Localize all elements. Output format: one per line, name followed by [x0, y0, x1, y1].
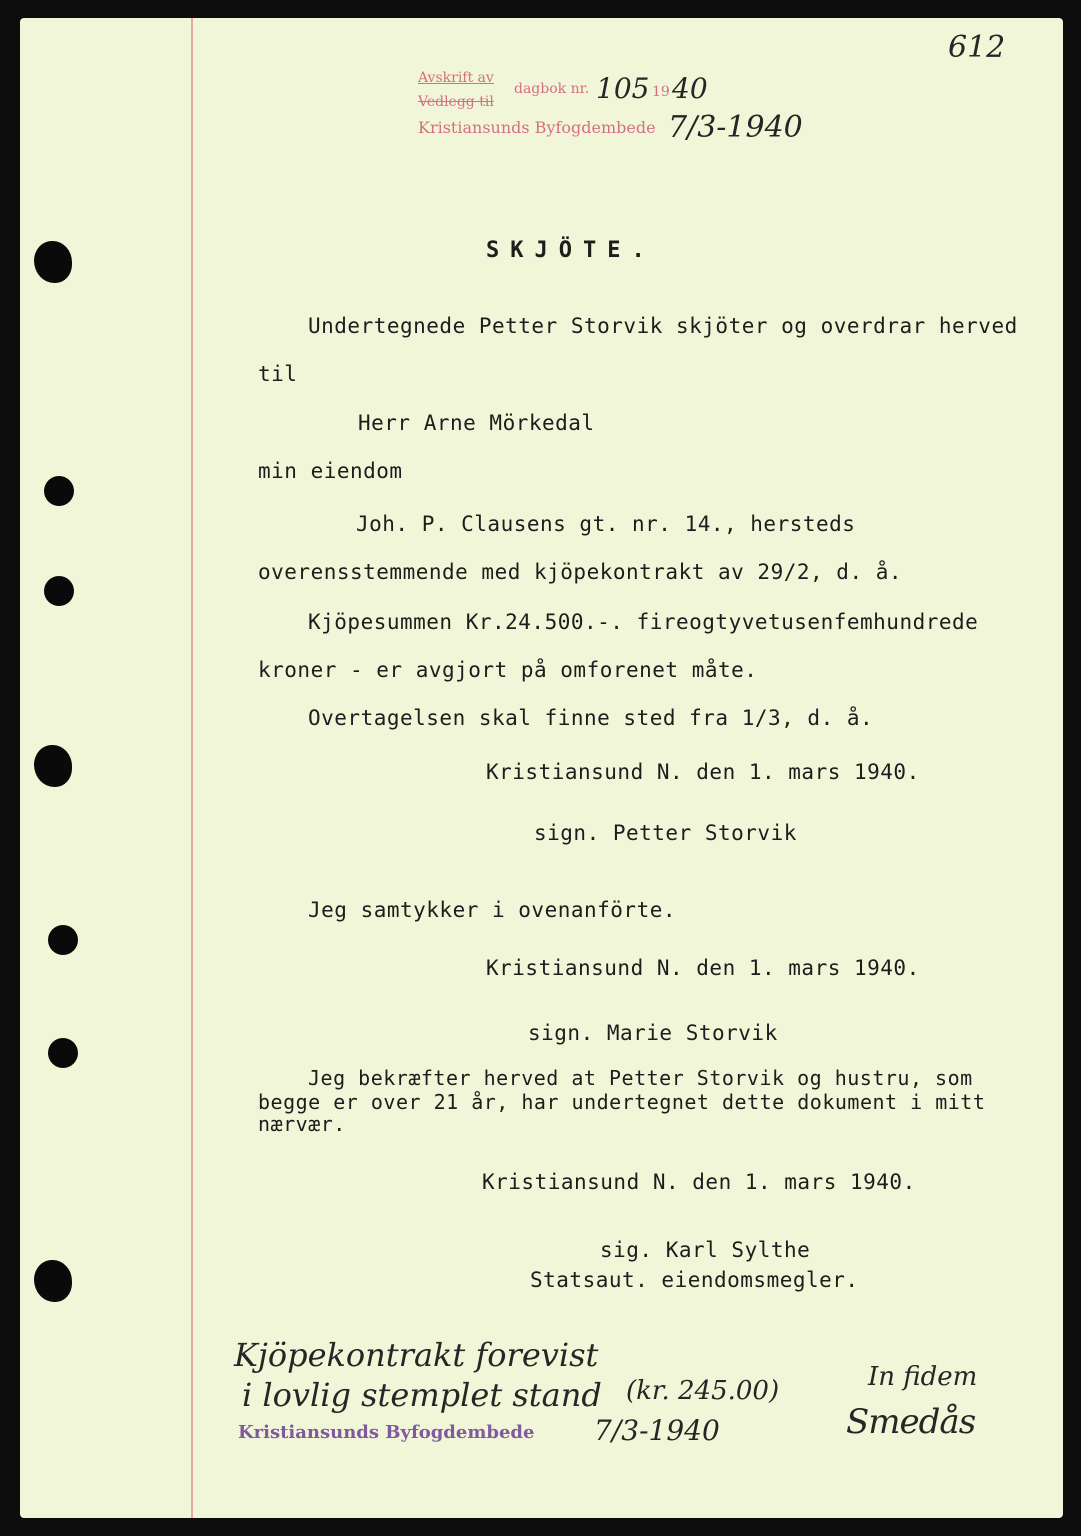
place-date: Kristiansund N. den 1. mars 1940. — [482, 1170, 916, 1194]
place-date: Kristiansund N. den 1. mars 1940. — [486, 760, 920, 784]
signature-line: sig. Karl Sylthe — [600, 1238, 811, 1262]
body-line: Jeg bekræfter herved at Petter Storvik og hustru, som — [308, 1066, 973, 1090]
stamp-date: 7/3-1940 — [668, 110, 803, 145]
punch-hole — [34, 1260, 72, 1302]
stamp-date: 7/3-1940 — [594, 1414, 720, 1447]
red-margin-line — [191, 18, 193, 1518]
document-page — [20, 18, 1063, 1518]
body-line: Jeg samtykker i ovenanförte. — [308, 898, 677, 922]
takeover-date: Overtagelsen skal finne sted fra 1/3, d. å. — [308, 706, 874, 730]
signature-line: sign. Marie Storvik — [528, 1021, 778, 1045]
stamp-year-prefix: 19 — [652, 84, 670, 100]
body-line: kroner - er avgjort på omforenet måte. — [258, 658, 758, 682]
place-date: Kristiansund N. den 1. mars 1940. — [486, 956, 920, 980]
stamp-copy-label: Avskrift av — [418, 70, 494, 86]
punch-hole — [34, 745, 72, 787]
body-line: til — [258, 362, 298, 386]
property-address: Joh. P. Clausens gt. nr. 14., hersteds — [356, 512, 856, 536]
body-line: nærvær. — [258, 1112, 346, 1136]
signature-line: sign. Petter Storvik — [534, 821, 797, 845]
stamp-dagbok-label: dagbok nr. — [514, 81, 590, 97]
year-hand: 40 — [672, 72, 708, 105]
signature-title: Statsaut. eiendomsmegler. — [530, 1268, 859, 1292]
dagbok-number: 105 — [596, 72, 650, 105]
in-fidem-note: In fidem — [868, 1362, 978, 1392]
punch-hole — [48, 1038, 78, 1068]
body-line: Undertegnede Petter Storvik skjöter og overdrar herved — [308, 314, 1018, 338]
body-line: min eiendom — [258, 459, 403, 483]
handwritten-note: i lovlig stemplet stand — [242, 1376, 602, 1414]
office-stamp: Kristiansunds Byfogdembede — [238, 1422, 535, 1443]
punch-hole — [48, 925, 78, 955]
handwritten-signature: Smedås — [846, 1402, 976, 1442]
document-title: SKJÖTE. — [486, 238, 656, 263]
purchase-price: Kjöpesummen Kr.24.500.-. fireogtyvetusenfemhundrede — [308, 610, 979, 634]
handwritten-note: Kjöpekontrakt forevist — [234, 1336, 599, 1374]
punch-hole — [34, 241, 72, 283]
punch-hole — [44, 576, 74, 606]
punch-hole — [44, 476, 74, 506]
recipient-name: Herr Arne Mörkedal — [358, 411, 595, 435]
stamp-attachment-label: Vedlegg til — [418, 94, 494, 110]
body-line: begge er over 21 år, har undertegnet dette dokument i mitt — [258, 1090, 986, 1114]
body-line: overensstemmende med kjöpekontrakt av 29/2, d. å. — [258, 560, 903, 584]
page-number: 612 — [948, 30, 1006, 65]
handwritten-amount: (kr. 245.00) — [626, 1376, 780, 1406]
stamp-office: Kristiansunds Byfogdembede — [418, 118, 656, 137]
